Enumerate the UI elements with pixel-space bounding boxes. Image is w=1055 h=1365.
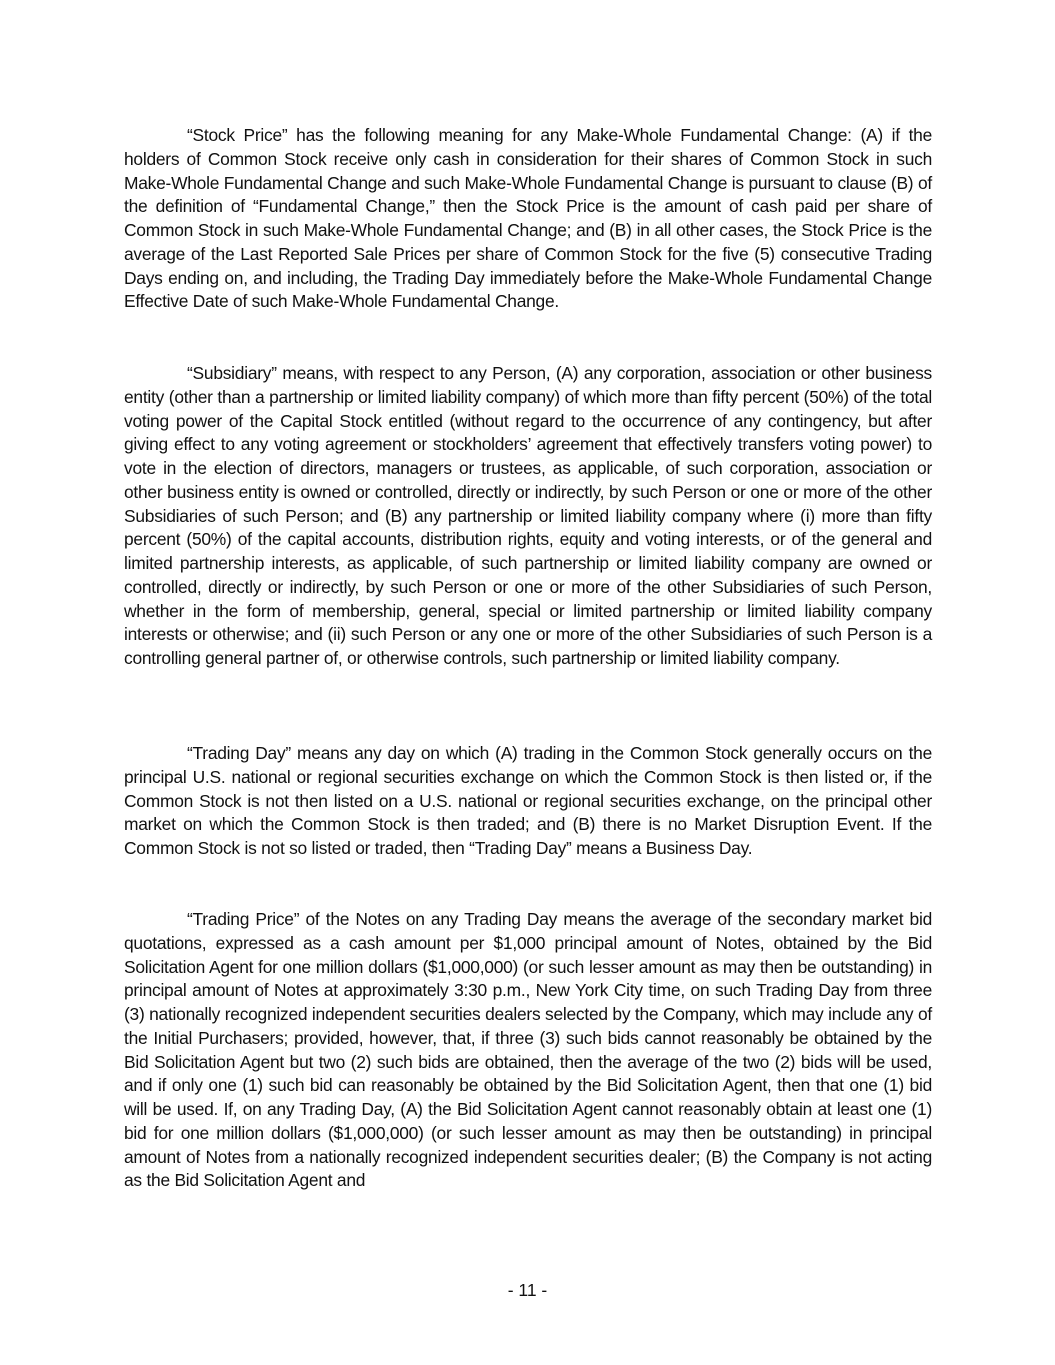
definition-paragraph: “Trading Day” means any day on which (A) trading in the Common Stock generally occurs on the principal U.S. national or regional securities exchange on which the Common Stock is then listed or, if the Common Stock is not then listed on a U.S. national or regional securities exchange, on the principal other market on which the Common Stock is then traded; and (B) there is no Market Disruption Event. If the Common Stock is not so listed or traded, then “Trading Day” means a Business Day.	[124, 743, 932, 858]
defined-term: Subsidiary	[192, 363, 272, 383]
definition-paragraph: “Stock Price” has the following meaning for any Make-Whole Fundamental Change: (A) if the holders of Common Stock receive only cash in consideration for their shares of Common Stock in such Make-Whole Fundamental Change and such Make-Whole Fundamental Change is pursuant to clause (B) of the definition of “Fundamental Change,” then the Stock Price is the amount of cash paid per share of Common Stock in such Make-Whole Fundamental Change; and (B) in all other cases, the Stock Price is the average of the Last Reported Sale Prices per share of Common Stock for the five (5) consecutive Trading Days ending on, and including, the Trading Day immediately before the Make-Whole Fundamental Change Effective Date of such Make-Whole Fundamental Change.	[124, 125, 932, 312]
definition-text: ” of the Notes on any Trading Day means the average of the secondary market bid quotations, expressed as a cash amount per $1,000 principal amount of Notes, obtained by the Bid Solicitation Agent for one million dollars ($1,000,000) (or such lesser amount as may then be outstanding) in principal amount of Notes at approximately 3:30 p.m., New York City time, on such Trading Day from three (3) nationally recognized independent securities dealers selected by the Company, which may include any of the Initial Purchasers; provided, however, that, if three (3) such bids cannot reasonably be obtained by the Bid Solicitation Agent but two (2) such bids are obtained, then the average of the two (2) bids will be used, and if only one (1) such bid can reasonably be obtained by the Bid Solicitation Agent, then that one (1) bid will be used. If, on any Trading Day, (A) the Bid Solicitation Agent cannot reasonably obtain at least one (1) bid for one million dollars ($1,000,000) (or such lesser amount as may then be outstanding) in principal amount of Notes from a nationally recognized independent securities dealer; (B) the Company is not acting as the Bid Solicitation Agent and	[124, 909, 932, 1191]
definition-text: ” has the following meaning for any Make-Whole Fundamental Change: (A) if the holders of Common Stock receive only cash in consideration for their shares of Common Stock in such Make-Whole Fundamental Change and such Make-Whole Fundamental Change is pursuant to clause (B) of the definition of “Fundamental Change,” then the Stock Price is the amount of cash paid per share of Common Stock in such Make-Whole Fundamental Change; and (B) in all other cases, the Stock Price is the average of the Last Reported Sale Prices per share of Common Stock for the five (5) consecutive Trading Days ending on, and including, the Trading Day immediately before the Make-Whole Fundamental Change Effective Date of such Make-Whole Fundamental Change.	[124, 125, 932, 312]
definition-trading-day	[124, 742, 932, 861]
definition-text: ” means any day on which (A) trading in the Common Stock generally occurs on the principal U.S. national or regional securities exchange on which the Common Stock is then listed or, if the Common Stock is not then listed on a U.S. national or regional securities exchange, on the principal other market on which the Common Stock is then traded; and (B) there is no Market Disruption Event. If the Common Stock is not so listed or traded, then “Trading Day” means a Business Day.	[124, 743, 932, 858]
definition-text: ” means, with respect to any Person, (A) any corporation, association or other business entity (other than a partnership or limited liability company) of which more than fifty percent (50%) of the total voting power of the Capital Stock entitled (without regard to the occurrence of any contingency, but after giving effect to any voting agreement or stockholders’ agreement that effectively transfers voting power) to vote in the election of directors, managers or trustees, as applicable, of such corporation, association or other business entity is owned or controlled, directly or indirectly, by such Person or one or more of the other Subsidiaries of such Person; and (B) any partnership or limited liability company where (i) more than fifty percent (50%) of the capital accounts, distribution rights, equity and voting interests, or of the general and limited partnership interests, as applicable, of such partnership or limited liability company are owned or controlled, directly or indirectly, by such Person or one or more of the other Subsidiaries of such Person, whether in the form of membership, general, special or limited partnership or limited liability company interests or otherwise; and (ii) such Person or any one or more of the other Subsidiaries of such Person is a controlling general partner of, or otherwise controls, such partnership or limited liability company.	[124, 363, 932, 668]
defined-term: Trading Day	[192, 743, 286, 763]
definition-trading-price	[124, 908, 932, 1193]
definition-paragraph: “Subsidiary” means, with respect to any Person, (A) any corporation, association or other business entity (other than a partnership or limited liability company) of which more than fifty percent (50%) of the total voting power of the Capital Stock entitled (without regard to the occurrence of any contingency, but after giving effect to any voting agreement or stockholders’ agreement that effectively transfers voting power) to vote in the election of directors, managers or trustees, as applicable, of such corporation, association or other business entity is owned or controlled, directly or indirectly, by such Person or one or more of the other Subsidiaries of such Person; and (B) any partnership or limited liability company where (i) more than fifty percent (50%) of the capital accounts, distribution rights, equity and voting interests, or of the general and limited partnership interests, as applicable, of such partnership or limited liability company are owned or controlled, directly or indirectly, by such Person or one or more of the other Subsidiaries of such Person, whether in the form of membership, general, special or limited partnership or limited liability company interests or otherwise; and (ii) such Person or any one or more of the other Subsidiaries of such Person is a controlling general partner of, or otherwise controls, such partnership or limited liability company.	[124, 363, 932, 668]
defined-term: Stock Price	[192, 125, 282, 145]
definition-paragraph: “Trading Price” of the Notes on any Trading Day means the average of the secondary market bid quotations, expressed as a cash amount per $1,000 principal amount of Notes, obtained by the Bid Solicitation Agent for one million dollars ($1,000,000) (or such lesser amount as may then be outstanding) in principal amount of Notes at approximately 3:30 p.m., New York City time, on such Trading Day from three (3) nationally recognized independent securities dealers selected by the Company, which may include any of the Initial Purchasers; provided, however, that, if three (3) such bids cannot reasonably be obtained by the Bid Solicitation Agent but two (2) such bids are obtained, then the average of the two (2) bids will be used, and if only one (1) such bid can reasonably be obtained by the Bid Solicitation Agent, then that one (1) bid will be used. If, on any Trading Day, (A) the Bid Solicitation Agent cannot reasonably obtain at least one (1) bid for one million dollars ($1,000,000) (or such lesser amount as may then be outstanding) in principal amount of Notes from a nationally recognized independent securities dealer; (B) the Company is not acting as the Bid Solicitation Agent and	[124, 909, 932, 1191]
page-number: - 11 -	[507, 1280, 548, 1300]
defined-term: Trading Price	[192, 909, 294, 929]
definition-subsidiary	[124, 362, 932, 671]
definition-stock-price	[124, 124, 932, 314]
